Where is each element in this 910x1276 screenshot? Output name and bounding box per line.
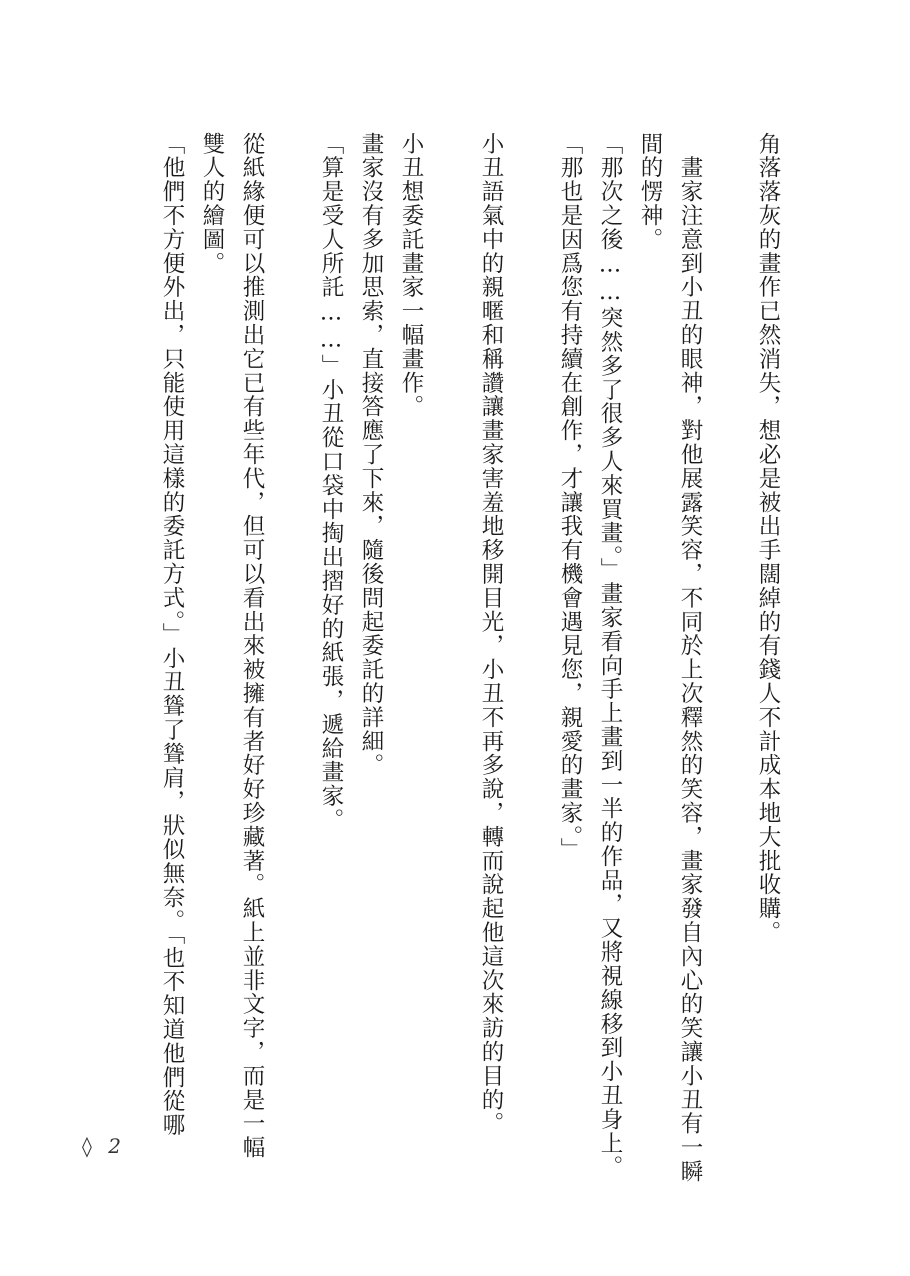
page-footer [82, 1134, 121, 1158]
text-column: 雙人的繪圖。 [199, 132, 225, 276]
text-column: 「那次之後……突然多了很多人來買畫。」畫家看向手上畫到一半的作品，又將視線移到小丑身上。 [597, 132, 623, 1180]
text-column: 畫家注意到小丑的眼神，對他展露笑容，不同於上次釋然的笑容，畫家發自內心的笑讓小丑有一瞬 [677, 132, 703, 1184]
text-column: 小丑語氣中的親暱和稱讚讓畫家害羞地移開目光，小丑不再多說，轉而說起他這次來訪的目的。 [478, 132, 504, 1136]
text-column: 間的愣神。 [637, 132, 663, 252]
text-column: 「他們不方便外出，只能使用這樣的委託方式。」小丑聳了聳肩，狀似無奈。「也不知道他們從哪 [159, 132, 185, 1138]
diamond-icon: ◊ [82, 1134, 92, 1158]
page-number: 2 [108, 1134, 121, 1158]
text-column: 「算是受人所託……」小丑從口袋中掏出摺好的紙張，遞給畫家。 [318, 132, 344, 833]
text-column: 從紙緣便可以推測出它已有些年代，但可以看出來被擁有者好好珍藏著。紙上並非文字，而是一幅 [239, 132, 265, 1160]
text-column: 角落落灰的畫作已然消失，想必是被出手闊綽的有錢人不計成本地大批收購。 [755, 132, 781, 945]
text-column [510, 132, 550, 1092]
text-column [431, 132, 471, 1092]
text-column: 畫家沒有多加思索，直接答應了下來，隨後問起委託的詳細。 [358, 132, 384, 778]
text-column: 「那也是因爲您有持續在創作，才讓我有機會遇見您，親愛的畫家。」 [557, 132, 583, 862]
text-column: 小丑想委託畫家一幅畫作。 [398, 132, 424, 419]
